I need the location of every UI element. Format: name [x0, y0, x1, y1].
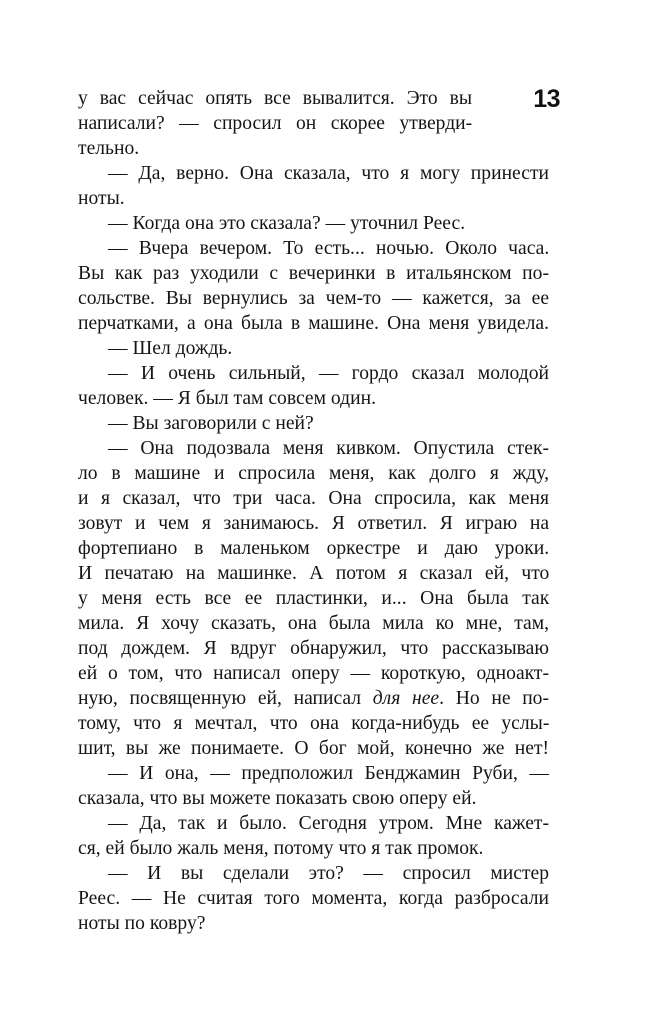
text-line-3: тельно.	[78, 138, 140, 159]
text-line-10: перчатками, а она была в машине. Она меня увидела.	[78, 313, 549, 334]
page-number: 13	[533, 85, 560, 113]
text-line-25	[78, 686, 549, 711]
text-line-29: сказала, что вы можете показать свою оперу ей.	[78, 788, 477, 809]
text-line-12: — И очень сильный, — гордо сказал молодой	[108, 363, 549, 384]
text-line-11: — Шел дождь.	[108, 338, 233, 359]
text-line-25-end: . Но не по-	[439, 688, 549, 709]
text-line-18: зовут и чем я занимаюсь. Я ответил. Я играю на	[78, 513, 550, 534]
text-line-13: человек. — Я был там совсем один.	[78, 388, 376, 409]
text-line-1: у вас сейчас опять все вывалится. Это вы	[78, 88, 472, 109]
text-line-14: — Вы заговорили с ней?	[108, 413, 314, 434]
text-line-31: ся, ей было жаль меня, потому что я так промок.	[78, 838, 484, 859]
text-line-22: мила. Я хочу сказать, она была мила ко мне, там,	[78, 613, 549, 634]
text-line-5: ноты.	[78, 188, 125, 209]
text-line-6: — Когда она это сказала? — уточнил Реес.	[108, 213, 466, 234]
text-line-30: — Да, так и было. Сегодня утром. Мне кажет-	[108, 813, 549, 834]
text-line-7: — Вчера вечером. То есть... ночью. Около часа.	[108, 238, 550, 259]
text-line-28: — И она, — предположил Бенджамин Руби, —	[108, 763, 549, 784]
text-line-23: под дождем. Я вдруг обнаружил, что рассказываю	[78, 638, 549, 659]
text-line-15: — Она подозвала меня кивком. Опустила стек-	[108, 438, 549, 459]
text-line-25-start: ную, посвященную ей, написал	[78, 688, 373, 709]
text-line-26: тому, что я мечтал, что она когда-нибудь ее услы-	[78, 713, 550, 734]
text-line-16: ло в машине и спросила меня, как долго я жду,	[78, 463, 549, 484]
emphasized-text: для нее	[372, 688, 440, 709]
text-line-20: И печатаю на машинке. А потом я сказал ей, что	[78, 563, 550, 584]
text-line-8: Вы как раз уходили с вечеринки в итальянском по-	[78, 263, 549, 284]
text-line-34: ноты по ковру?	[78, 913, 206, 934]
text-line-19: фортепиано в маленьком оркестре и даю уроки.	[78, 538, 550, 559]
text-line-32: — И вы сделали это? — спросил мистер	[108, 863, 549, 884]
text-line-17: и я сказал, что три часа. Она спросила, как меня	[78, 488, 549, 509]
text-line-2: написали? — спросил он скорее утверди-	[78, 113, 473, 134]
text-line-27: шит, вы же понимаете. О бог мой, конечно же нет!	[78, 738, 550, 759]
text-line-4: — Да, верно. Она сказала, что я могу принести	[108, 163, 549, 184]
text-line-21: у меня есть все ее пластинки, и... Она была так	[78, 588, 550, 609]
text-line-9: сольстве. Вы вернулись за чем-то — кажется, за ее	[78, 288, 550, 309]
text-line-24: ей о том, что написал оперу — короткую, одноакт-	[78, 663, 549, 684]
text-line-33: Реес. — Не считая того момента, когда разбросали	[78, 888, 549, 909]
